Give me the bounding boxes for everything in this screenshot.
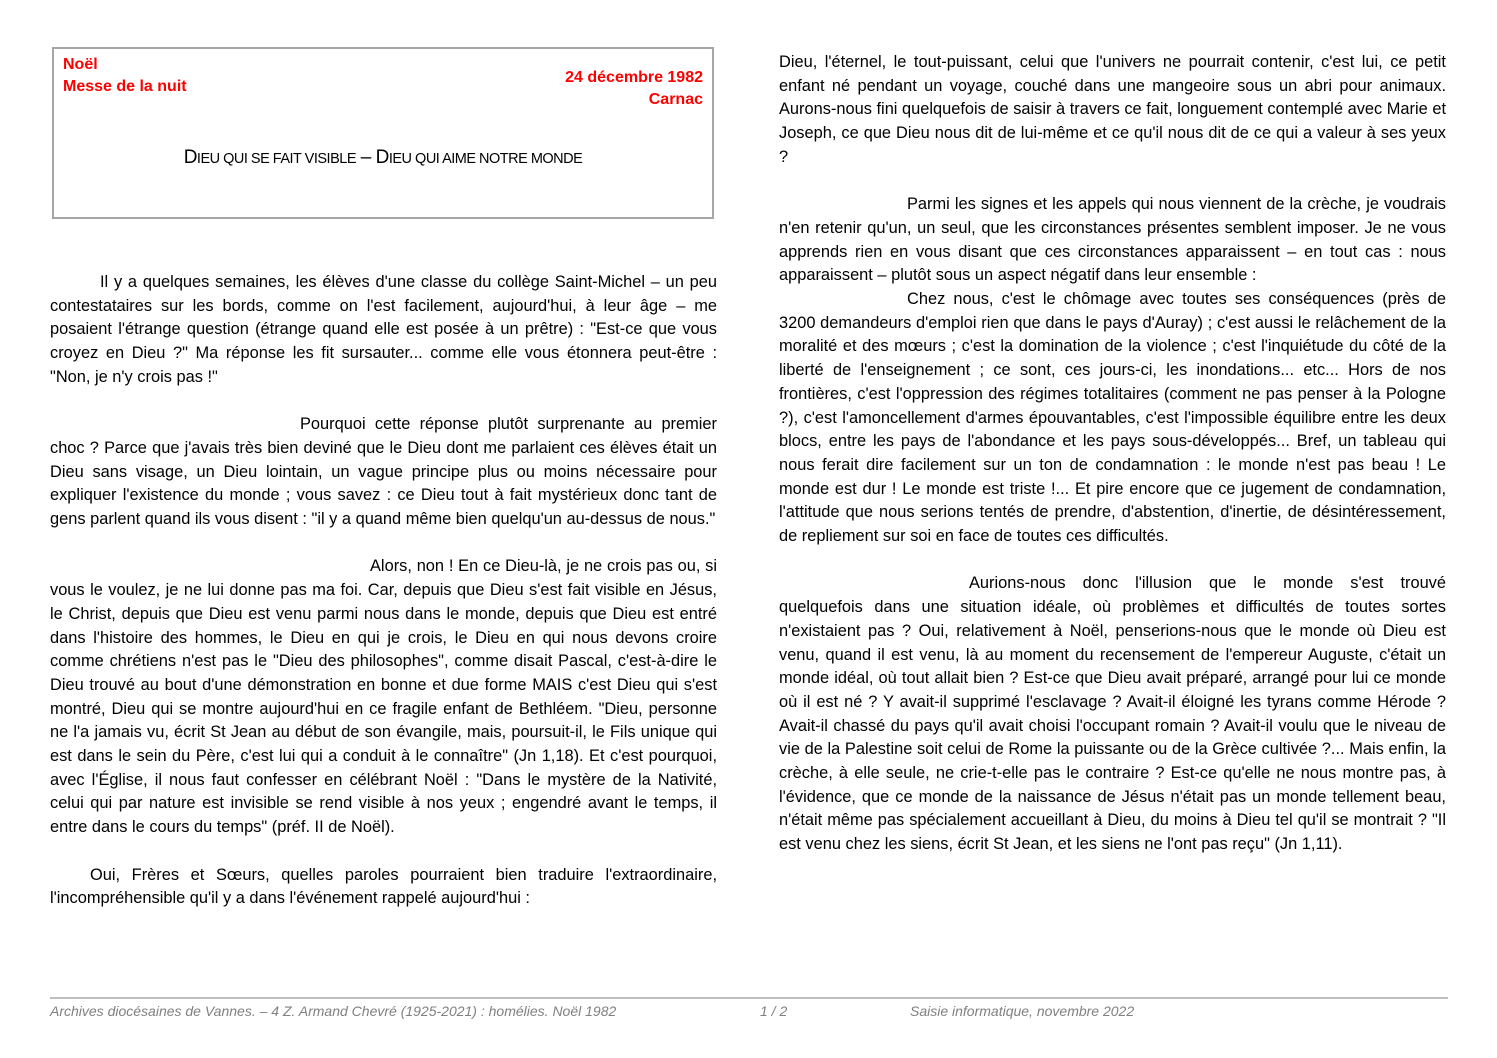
right-column [779,51,1446,857]
paragraph: Il y a quelques semaines, les élèves d'une classe du collège Saint-Michel – un peu contestataires sur les bords, comme on l'est facilement, aujourd'hui, à leur âge – me posaient l'étrange question (étrange quand elle est posée à un prêtre) : "Est-ce que vous croyez en Dieu ?" Ma réponse les fit sursauter... comme elle vous étonnera peut-être : "Non, je n'y crois pas !" [50,273,717,386]
date: 24 décembre 1982 [565,69,703,86]
footer-divider [50,997,1448,999]
paragraph: Chez nous, c'est le chômage avec toutes ses conséquences (près de 3200 demandeurs d'emploi rien que dans le pays d'Auray) ; c'est aussi le relâchement de la moralité et des mœurs ; c'est la domination de la violence ; c'est l'inquiétude du côté de la liberté de l'enseignement ; ce sont, ces jours-ci, les inondations... etc... Hors de nos frontières, c'est l'oppression des régimes totalitaires (comment ne pas penser à la Pologne ?), c'est l'amoncellement d'armes épouvantables, c'est l'impossible équilibre entre les deux blocs, entre les pays de l'abondance et les pays sous-développés... Bref, un tableau qui nous ferait dire facilement sur un ton de condamnation : le monde n'est pas beau ! Le monde est dur ! Le monde est triste !... Et pire encore que ce jugement de condamnation, l'attitude que nous serions tentés de prendre, d'abstention, d'inertie, de désintéressement, de repliement sur soi en face de toutes ces difficultés. [779,290,1446,546]
title-rest-2: IEU QUI AIME NOTRE MONDE [388,151,583,167]
title-cap-2: D [375,147,389,168]
date-place-block [565,67,703,111]
footer-source: Archives diocésaines de Vannes. – 4 Z. Armand Chevré (1925-2021) : homélies. Noël 1982 [50,1003,617,1019]
title-dash: – [356,147,376,168]
title-cap-1: D [183,147,197,168]
mass-name: Messe de la nuit [63,78,187,95]
footer-note: Saisie informatique, novembre 2022 [910,1003,1135,1019]
paragraph: Alors, non ! En ce Dieu-là, je ne crois pas ou, si vous le voulez, je ne lui donne pas ma foi. Car, depuis que Dieu s'est fait visible en Jésus, le Christ, depuis que Dieu est venu parmi nous dans le monde, depuis que Dieu est entré dans l'histoire des hommes, le Dieu en qui je crois, le Dieu en qui nous devons croire comme chrétiens n'est pas le "Dieu des philosophes", comme disait Pascal, c'est-à-dire le Dieu trouvé au bout d'une démonstration en bonne et due forme MAIS c'est Dieu qui s'est montré, Dieu qui se montre aujourd'hui en ce fragile enfant de Bethléem. "Dieu, personne ne l'a jamais vu, écrit St Jean au début de son évangile, mais, poursuit-il, le Fils unique qui est dans le sein du Père, c'est lui qui a conduit à le connaître" (Jn 1,18). Et c'est pourquoi, avec l'Église, il nous faut confesser en célébrant Noël : "Dans le mystère de la Nativité, celui qui par nature est invisible se rend visible à nos yeux ; engendré avant le temps, il entre dans le cours du temps" (préf. II de Noël). [50,557,717,837]
title-rest-1: IEU QUI SE FAIT VISIBLE [196,151,356,167]
footer-page-number: 1 / 2 [760,1003,788,1019]
paragraph: Pourquoi cette réponse plutôt surprenante au premier choc ? Parce que j'avais très bien deviné que le Dieu dont me parlaient ces élèves était un Dieu sans visage, un Dieu lointain, un vague principe plus ou moins nécessaire pour expliquer l'existence du monde ; vous savez : ce Dieu tout à fait mystérieux donc tant de gens parlent quand ils vous disent : "il y a quand même bien quelqu'un au-dessus de nous." [50,415,717,529]
paragraph: Aurions-nous donc l'illusion que le monde s'est trouvé quelquefois dans une situation idéale, où problèmes et difficultés de toutes sortes n'existaient pas ? Oui, relativement à Noël, penserions-nous que le monde où Dieu est venu, quand il est venu, là au moment du recensement de l'empereur Auguste, c'était un monde idéal, où tout allait bien ? Est-ce que Dieu avait préparé, arrangé pour lui ce monde où il est né ? Y avait-il supprimé l'esclavage ? Avait-il éloigné les tyrans comme Hérode ? Avait-il chassé du pays qu'il avait choisi l'occupant romain ? Avait-il voulu que le niveau de vie de la Palestine soit celui de Rome la puissante ou de la Grèce cultivée ?... Mais enfin, la crèche, à elle seule, ne crie-t-elle pas le contraire ? Est-ce qu'elle ne nous montre pas, à l'évidence, que ce monde de la naissance de Jésus n'était pas un monde tellement beau, n'était même pas spécialement accueillant à Dieu, du moins à Dieu tel qu'il se montrait ? "Il est venu chez les siens, écrit St Jean, et les siens ne l'ont pas reçu" (Jn 1,11). [779,574,1446,854]
place: Carnac [648,91,703,108]
paragraph: Dieu, l'éternel, le tout-puissant, celui que l'univers ne pourrait contenir, c'est lui, ce petit enfant né pendant un voyage, couché dans une mangeoire sous un abri pour animaux. Aurons-nous fini quelquefois de saisir à travers ce fait, longuement contemplé avec Marie et Joseph, ce que Dieu nous dit de lui-même et ce qu'il nous dit de ce qui a valeur à ses yeux ? [779,53,1446,166]
paragraph: Oui, Frères et Sœurs, quelles paroles pourraient bien traduire l'extraordinaire, l'incompréhensible qu'il y a dans l'événement rappelé aujourd'hui : [50,865,717,908]
header-box [52,47,714,219]
paragraph: Parmi les signes et les appels qui nous viennent de la crèche, je voudrais n'en retenir qu'un, un seul, que les circonstances présentes semblent imposer. Je ne vous apprends rien en vous disant que ces circonstances apparaissent – en tout cas : nous apparaissent – plutôt sous un aspect négatif dans leur ensemble : [779,195,1446,285]
feast-name: Noël [63,56,98,73]
left-column [50,271,717,911]
homily-title [54,147,712,169]
feast-block [63,54,187,98]
